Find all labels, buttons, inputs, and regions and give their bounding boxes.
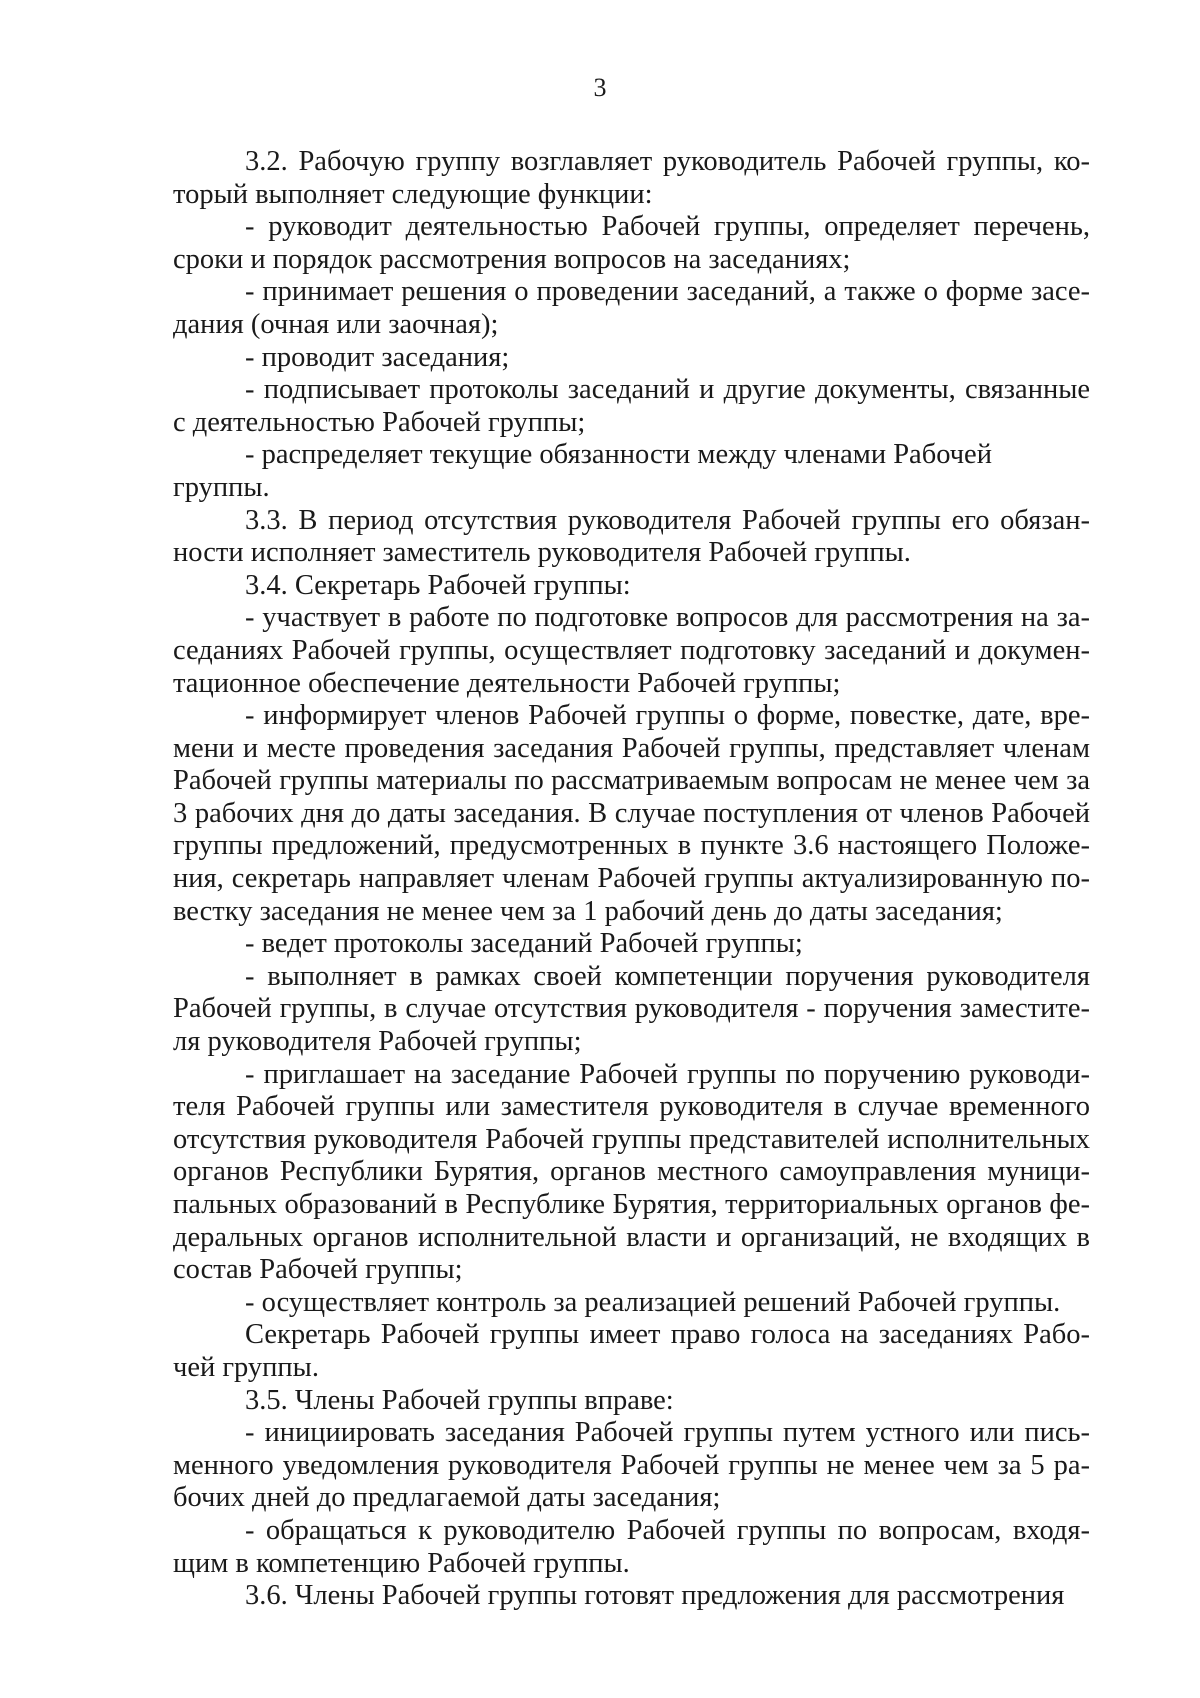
secretary-voting-right: Секретарь Рабочей группы имеет право голоса на заседаниях Рабочей группы. — [173, 1319, 1090, 1383]
list-item: - обращаться к руководителю Рабочей группы по вопросам, входящим в компетенцию Рабочей группы. — [173, 1514, 1090, 1579]
paragraph-3-4: 3.4. Секретарь Рабочей группы: — [245, 569, 631, 601]
paragraph-3-6: 3.6. Члены Рабочей группы готовят предложения для рассмотрения — [245, 1580, 1065, 1612]
list-item: - принимает решения о проведении заседаний, а также о форме заседания (очная или заочная); — [173, 276, 1090, 340]
list-item: - проводит заседания; — [245, 341, 510, 373]
list-item: - подписывает протоколы заседаний и другие документы, связанные с деятельностью Рабочей группы; — [173, 374, 1090, 438]
list-item: - руководит деятельностью Рабочей группы, определяет перечень, сроки и порядок рассмотрения вопросов на заседаниях; — [173, 211, 1090, 275]
page-number: 3 — [593, 73, 607, 102]
document-body — [173, 146, 1090, 1613]
paragraph-3-3: 3.3. В период отсутствия руководителя Рабочей группы его обязанности исполняет заместитель руководителя Рабочей группы. — [173, 504, 1090, 569]
list-item: - информирует членов Рабочей группы о форме, повестке, дате, времени и месте проведения заседания Рабочей группы, представляет членам Рабочей группы материалы по рассматриваемым вопросам не менее чем за 3 рабочих дня до даты заседания. В случае поступления от членов Рабочей группы предложений, предусмотренных в пункте 3.6 настоящего Положения, секретарь направляет членам Рабочей группы актуализированную повестку заседания не менее чем за 1 рабочий день до даты заседания; — [173, 700, 1090, 927]
list-item: - выполняет в рамках своей компетенции поручения руководителя Рабочей группы, в случае отсутствия руководителя - поручения заместителя руководителя Рабочей группы; — [173, 960, 1090, 1058]
paragraph-3-5: 3.5. Члены Рабочей группы вправе: — [245, 1384, 674, 1416]
paragraph-3-2: 3.2. Рабочую группу возглавляет руководитель Рабочей группы, который выполняет следующие функции: — [173, 146, 1090, 210]
list-item: - распределяет текущие обязанности между членами Рабочей группы. — [173, 439, 992, 503]
list-item: - инициировать заседания Рабочей группы путем устного или письменного уведомления руководителя Рабочей группы не менее чем за 5 рабочих дней до предлагаемой даты заседания; — [173, 1417, 1090, 1514]
list-item: - ведет протоколы заседаний Рабочей группы; — [245, 928, 803, 960]
list-item: - участвует в работе по подготовке вопросов для рассмотрения на заседаниях Рабочей группы, осуществляет подготовку заседаний и документационное обеспечение деятельности Рабочей группы; — [173, 602, 1090, 699]
list-item: - осуществляет контроль за реализацией решений Рабочей группы. — [245, 1286, 1061, 1318]
list-item: - приглашает на заседание Рабочей группы по поручению руководителя Рабочей группы или заместителя руководителя в случае временного отсутствия руководителя Рабочей группы представителей исполнительных органов Республики Бурятия, органов местного самоуправления муниципальных образований в Республике Бурятия, территориальных органов федеральных органов исполнительной власти и организаций, не входящих в состав Рабочей группы; — [173, 1058, 1090, 1286]
